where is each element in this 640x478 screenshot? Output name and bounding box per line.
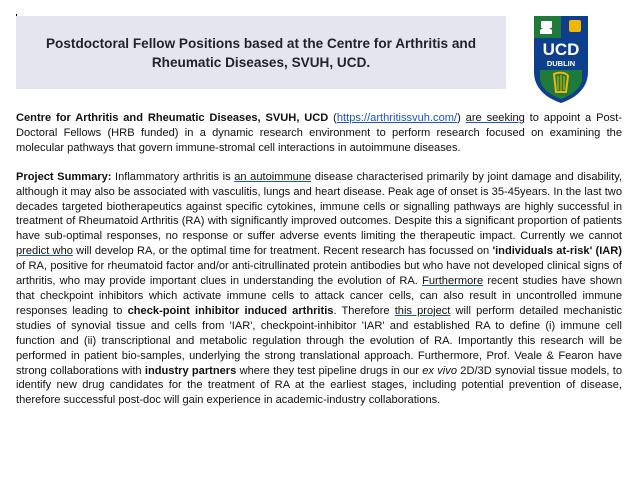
summary-bold-industry: industry partners bbox=[144, 364, 237, 377]
title-line-2: Rheumatic Diseases, SVUH, UCD. bbox=[151, 54, 371, 70]
ucd-logo bbox=[532, 14, 590, 104]
summary-label: Project Summary: bbox=[16, 170, 112, 183]
logo-ucd-text: UCD bbox=[542, 40, 580, 59]
summary-underline-3: Furthermore bbox=[422, 275, 484, 288]
summary-text-2: disease characterised primarily by joint damage and disability, although it may also be associated with vasculitis, lungs and heart disease. Peak age of onset is 35-45years. In the last two decades targeted biotherapeutics against specific cytokines, immune cells or signalling pathways are highly successful in treatment of Rheumatoid Arthritis (RA) with significantly improved outcomes. Despite this a significant proportion of patients have sub-optimal responses, no response or suffer adverse events limiting the therapeutic impact. Currently we cannot bbox=[16, 170, 622, 243]
summary-bold-iar: 'individuals at-risk' (IAR) bbox=[492, 245, 622, 258]
logo-dublin-text: DUBLIN bbox=[546, 59, 576, 68]
summary-text-1: Inflammatory arthritis is bbox=[111, 170, 235, 183]
summary-text-6: . Therefore bbox=[333, 304, 395, 317]
org-link[interactable]: https://arthritissvuh.com/ bbox=[336, 112, 458, 124]
page-title bbox=[26, 34, 496, 72]
summary-text-4: of RA, positive for rheumatoid factor and/or anti-citrullinated protein antibodies but who have not developed clinical signs of arthritis, who may provide important clues in understanding the evolution of RA. bbox=[16, 260, 622, 288]
summary-text-8: where they test pipeline drugs in our bbox=[236, 364, 423, 377]
summary-underline-2: predict who bbox=[16, 245, 73, 258]
summary-paragraph bbox=[16, 170, 622, 409]
seeking-text: are seeking bbox=[465, 112, 525, 124]
org-name: Centre for Arthritis and Rheumatic Diseases, SVUH, UCD bbox=[16, 112, 329, 124]
summary-underline-4: this project bbox=[394, 304, 451, 317]
intro-paren-close: ) bbox=[457, 112, 466, 124]
title-line-1: Postdoctoral Fellow Positions based at the Centre for Arthritis and bbox=[45, 35, 477, 51]
summary-text-5: recent studies have shown that checkpoint inhibitors which activate immune cells to attack cancer cells, can also result in uncontrolled immune responses leading to bbox=[16, 275, 622, 317]
title-box bbox=[16, 16, 506, 89]
body-text bbox=[16, 111, 622, 422]
intro-rest: to appoint a Post-Doctoral Fellows (HRB funded) in a dynamic research environment to perform research focused on examining the molecular pathways that govern immune-stromal cell interactions in autoimmune diseases. bbox=[16, 112, 622, 154]
summary-text-7: will perform detailed mechanistic studies of synovial tissue and cells from 'IAR', checkpoint-inhibitor 'IAR' and established RA to define (i) immune cell function and (ii) transcriptional and metabolic regulation through the evolution of RA. Importantly this research will be performed in patient bio-samples, underlying the strong translational approach. Furthermore, Prof. Veale & Fearon have strong collaborations with bbox=[16, 304, 622, 377]
summary-text-3: will develop RA, or the optimal time for treatment. Recent research has focussed on bbox=[72, 245, 493, 258]
summary-text-9: 2D/3D synovial tissue models, to identify new drug candidates for the treatment of RA at the earliest stages, including potential prevention of disease, therefore successful post-doc will gain experience in academic-industry collaborations. bbox=[16, 364, 622, 407]
intro-paren-open: ( bbox=[328, 112, 337, 124]
summary-italic-exvivo: ex vivo bbox=[422, 364, 457, 377]
summary-bold-checkpoint: check-point inhibitor induced arthritis bbox=[127, 304, 334, 317]
intro-paragraph bbox=[16, 111, 622, 156]
summary-underline-1: an autoimmune bbox=[234, 170, 312, 183]
